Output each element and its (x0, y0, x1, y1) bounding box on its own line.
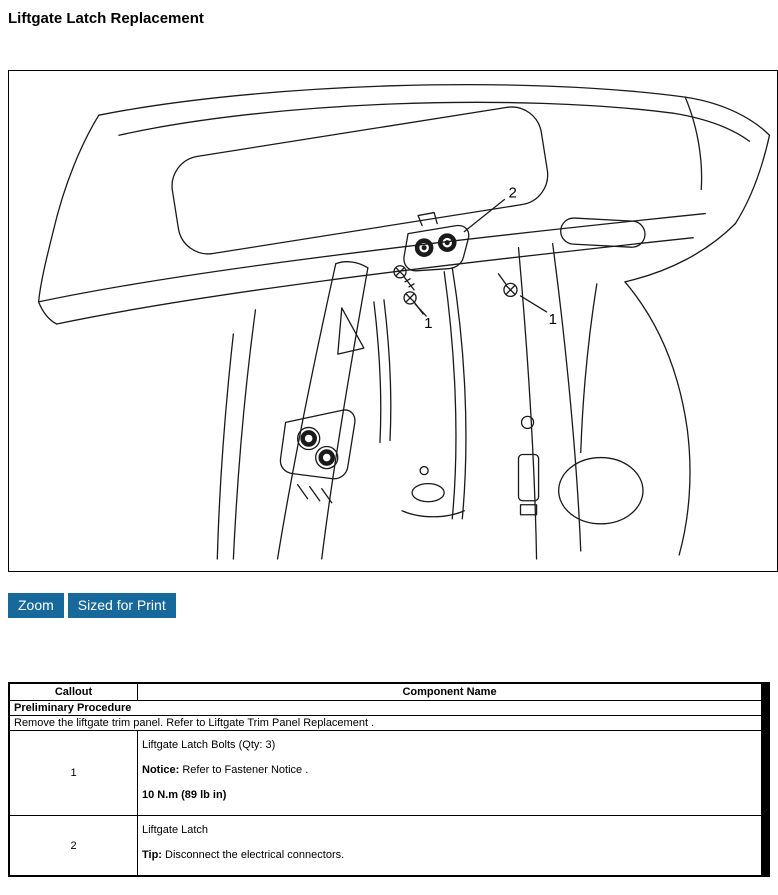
callout-table-wrapper (8, 682, 770, 877)
callout-label-1-right: 1 (548, 311, 557, 329)
callout-number: 2 (10, 816, 138, 876)
notice-text: Refer to Fastener Notice . (179, 764, 309, 776)
preliminary-title-row (10, 701, 762, 716)
table-header-row (10, 684, 762, 701)
callout-table (9, 683, 762, 876)
table-row (10, 731, 762, 816)
preliminary-procedure-title: Preliminary Procedure (10, 701, 762, 716)
callout-number: 1 (10, 731, 138, 816)
line-art (39, 85, 770, 559)
header-callout: Callout (10, 684, 138, 701)
tip-text: Disconnect the electrical connectors. (161, 849, 345, 861)
header-component-name: Component Name (138, 684, 762, 701)
table-row (10, 816, 762, 876)
zoom-button[interactable]: Zoom (8, 593, 64, 618)
component-cell (138, 816, 762, 876)
toolbar (8, 593, 778, 618)
tip-label: Tip: (142, 849, 162, 861)
torque-spec: 10 N.m (89 lb in) (142, 789, 227, 801)
notice-label: Notice: (142, 764, 180, 776)
figure-box (8, 70, 778, 572)
component-line (142, 764, 757, 776)
page (0, 10, 778, 877)
component-line (142, 849, 757, 861)
sized-for-print-button[interactable]: Sized for Print (68, 593, 176, 618)
callout-label-1-left: 1 (424, 315, 433, 333)
preliminary-text-row (10, 716, 762, 731)
liftgate-latch-illustration (9, 71, 777, 571)
preliminary-procedure-text: Remove the liftgate trim panel. Refer to Liftgate Trim Panel Replacement . (10, 716, 762, 731)
callout-label-2: 2 (508, 184, 517, 202)
page-title: Liftgate Latch Replacement (8, 10, 204, 27)
component-cell (138, 731, 762, 816)
component-line: Liftgate Latch Bolts (Qty: 3) (142, 739, 276, 751)
component-line: Liftgate Latch (142, 824, 209, 836)
